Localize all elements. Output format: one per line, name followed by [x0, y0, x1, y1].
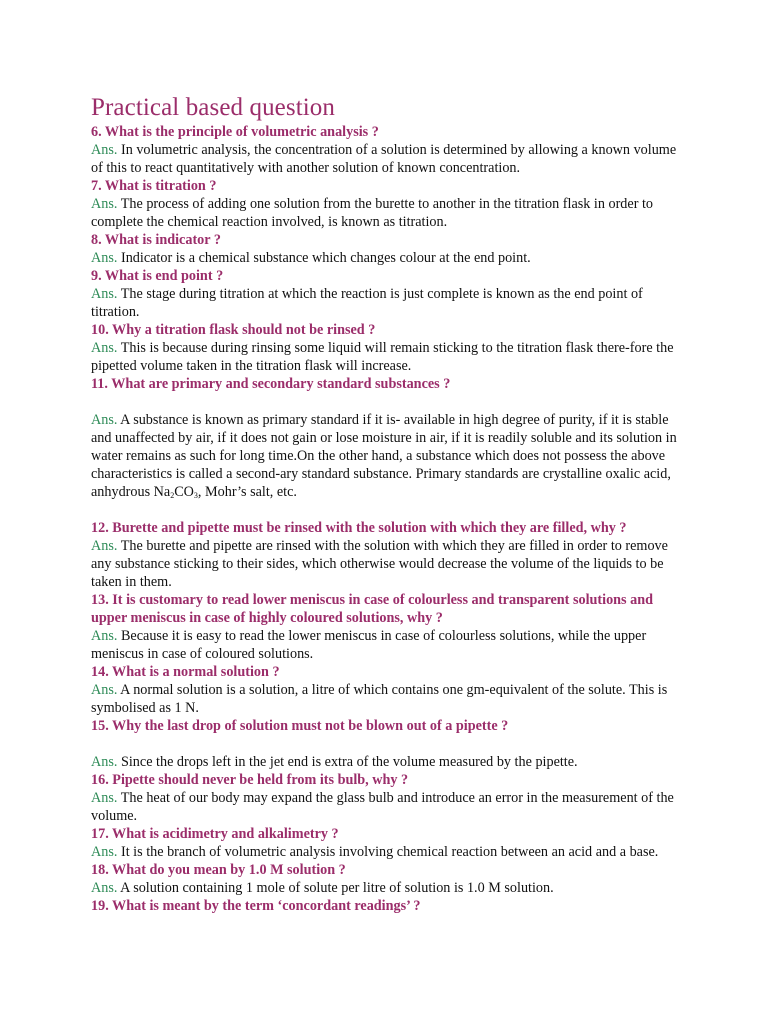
qa-item — [91, 825, 683, 861]
qa-item — [91, 267, 683, 321]
answer-text: The heat of our body may expand the glass bulb and introduce an error in the measurement of the volume. — [91, 790, 674, 824]
question-text: 18. What do you mean by 1.0 M solution ? — [91, 862, 346, 878]
answer-text: A normal solution is a solution, a litre of which contains one gm-equivalent of the solute. This is symbolised as 1 N. — [91, 682, 668, 716]
question-text: 8. What is indicator ? — [91, 232, 221, 248]
qa-item — [91, 663, 683, 717]
answer-paragraph — [91, 339, 683, 375]
answer-text: The burette and pipette are rinsed with the solution with which they are filled in order to remove any substance sticking to their sides, which otherwise would decrease the volume of the liquids to be taken in them. — [91, 538, 668, 590]
answer-paragraph — [91, 843, 683, 861]
answer-paragraph — [91, 753, 683, 771]
answer-text: Indicator is a chemical substance which changes colour at the end point. — [117, 250, 531, 266]
question-text: 11. What are primary and secondary standard substances ? — [91, 376, 451, 392]
answer-label: Ans. — [91, 142, 118, 158]
answer-label: Ans. — [91, 844, 118, 860]
answer-text: Since the drops left in the jet end is extra of the volume measured by the pipette. — [117, 754, 578, 770]
answer-label: Ans. — [91, 250, 118, 266]
answer-paragraph — [91, 537, 683, 591]
question-text: 10. Why a titration flask should not be rinsed ? — [91, 322, 376, 338]
qa-item — [91, 321, 683, 375]
answer-paragraph — [91, 285, 683, 321]
qa-item — [91, 897, 683, 915]
question-text: 16. Pipette should never be held from its bulb, why ? — [91, 772, 409, 788]
answer-paragraph — [91, 195, 683, 231]
subscript-3: 3 — [193, 491, 198, 500]
answer-paragraph — [91, 411, 683, 501]
qa-item — [91, 231, 683, 267]
answer-text: The stage during titration at which the reaction is just complete is known as the end point of titration. — [91, 286, 643, 320]
question-text: 6. What is the principle of volumetric analysis ? — [91, 124, 379, 140]
answer-text-formula: CO — [174, 484, 194, 500]
answer-paragraph — [91, 681, 683, 717]
qa-item — [91, 177, 683, 231]
document-page — [91, 93, 683, 915]
answer-paragraph — [91, 141, 683, 177]
qa-item — [91, 861, 683, 897]
answer-paragraph — [91, 879, 683, 897]
answer-label: Ans. — [91, 196, 118, 212]
question-text: 19. What is meant by the term ‘concordant readings’ ? — [91, 898, 421, 914]
answer-label: Ans. — [91, 412, 118, 428]
question-text: 7. What is titration ? — [91, 178, 217, 194]
answer-label: Ans. — [91, 286, 118, 302]
answer-text: A solution containing 1 mole of solute per litre of solution is 1.0 M solution. — [117, 880, 554, 896]
qa-item — [91, 591, 683, 663]
answer-text: It is the branch of volumetric analysis involving chemical reaction between an acid and a base. — [117, 844, 659, 860]
answer-text: The process of adding one solution from the burette to another in the titration flask in order to complete the chemical reaction involved, is known as titration. — [91, 196, 653, 230]
blank-line — [91, 393, 683, 411]
answer-label: Ans. — [91, 682, 118, 698]
answer-text: Because it is easy to read the lower meniscus in case of colourless solutions, while the upper meniscus in case of coloured solutions. — [91, 628, 647, 662]
question-text: 14. What is a normal solution ? — [91, 664, 280, 680]
question-text: 15. Why the last drop of solution must not be blown out of a pipette ? — [91, 718, 509, 734]
answer-text: In volumetric analysis, the concentration of a solution is determined by allowing a known volume of this to react quantitatively with another solution of known concentration. — [91, 142, 677, 176]
subscript-2: 2 — [170, 491, 175, 500]
answer-text: This is because during rinsing some liquid will remain sticking to the titration flask there-fore the pipetted volume taken in the titration flask will increase. — [91, 340, 674, 374]
answer-label: Ans. — [91, 628, 118, 644]
answer-text-end: , Mohr’s salt, etc. — [197, 484, 297, 500]
answer-paragraph — [91, 789, 683, 825]
blank-line — [91, 735, 683, 753]
qa-item — [91, 771, 683, 825]
answer-label: Ans. — [91, 880, 118, 896]
answer-paragraph — [91, 249, 683, 267]
question-text: 9. What is end point ? — [91, 268, 224, 284]
answer-label: Ans. — [91, 538, 118, 554]
qa-item — [91, 717, 683, 771]
question-text: 12. Burette and pipette must be rinsed with the solution with which they are filled, why ? — [91, 520, 627, 536]
answer-paragraph — [91, 627, 683, 663]
answer-label: Ans. — [91, 790, 118, 806]
question-text: 17. What is acidimetry and alkalimetry ? — [91, 826, 339, 842]
page-title: Practical based question — [91, 94, 335, 121]
answer-label: Ans. — [91, 754, 118, 770]
question-text: 13. It is customary to read lower meniscus in case of colourless and transparent solutions and upper meniscus in case of highly coloured solutions, why ? — [91, 592, 653, 626]
answer-label: Ans. — [91, 340, 118, 356]
qa-item — [91, 123, 683, 177]
blank-line — [91, 501, 683, 519]
answer-text: A substance is known as primary standard if it is- available in high degree of purity, if it is stable and unaffected by air, if it does not gain or lose moisture in air, if it is readily soluble and its solution in water remains as such for long time.On the other hand, a substance which does not possess the above characteristics is called a second-ary standard substance. Primary standards are crystalline oxalic acid, anhydrous Na — [91, 412, 677, 500]
qa-item — [91, 375, 683, 519]
qa-item — [91, 519, 683, 591]
